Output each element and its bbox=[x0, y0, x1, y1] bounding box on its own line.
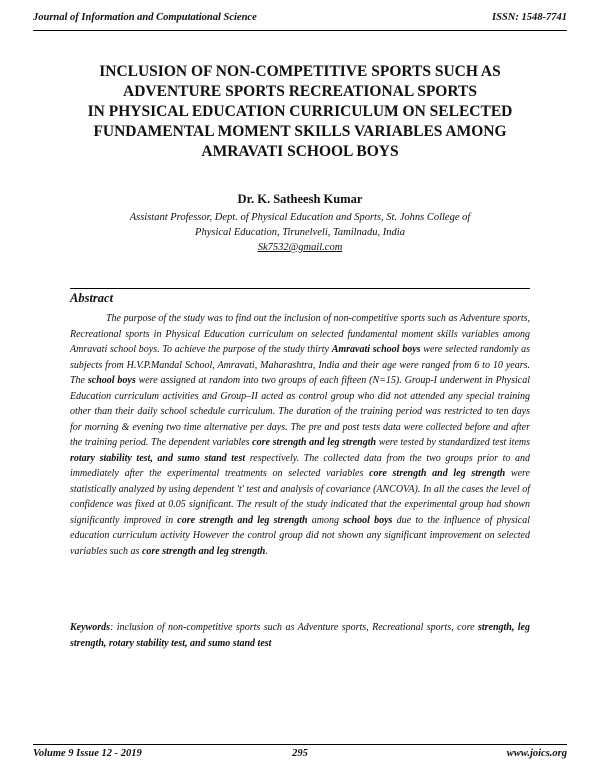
text-segment: : inclusion of non-competitive sports such as Adventure sports, Recreational sports, core bbox=[110, 622, 478, 633]
emphasized-term: school boys bbox=[343, 514, 393, 526]
title-line: INCLUSION OF NON-COMPETITIVE SPORTS SUCH AS bbox=[99, 63, 501, 80]
emphasized-term: core strength and leg strength bbox=[369, 468, 506, 479]
paper-title bbox=[40, 62, 560, 162]
title-line: IN PHYSICAL EDUCATION CURRICULUM ON SELECTED bbox=[87, 103, 513, 120]
keywords-text bbox=[70, 622, 530, 649]
footer-rule bbox=[33, 744, 567, 745]
emphasized-term: Amravati school boys bbox=[331, 344, 421, 355]
emphasized-term: core strength and leg strength bbox=[177, 514, 308, 526]
text-segment: were assigned at random into two groups of each fifteen (N=15). Group-I underwent in Physical Education curriculum activities and Group–II acted as control group who did not attended any special training other than their daily school schedule curriculum. The duration of the training period was restricted to ten days for morning & evening two time alternative per days. The pre and post tests data were collected before and after the training period. The dependent variables bbox=[70, 375, 530, 448]
affiliation-line: Assistant Professor, Dept. of Physical Education and Sports, St. Johns College of bbox=[129, 212, 471, 223]
page-number: 295 bbox=[292, 748, 308, 759]
title-line: ADVENTURE SPORTS RECREATIONAL SPORTS bbox=[123, 83, 477, 100]
text-segment: The purpose of the study was to find out the inclusion of non-competitive sports such as Adventure sports, Recreational sports in Physical Education curriculum on selected fundamental moment skills variables among Amravati school boys. To achieve the purpose of the study thirty bbox=[70, 313, 530, 355]
journal-website-link[interactable]: www.joics.org bbox=[506, 748, 567, 759]
title-line: FUNDAMENTAL MOMENT SKILLS VARIABLES AMONG bbox=[93, 123, 507, 140]
emphasized-term: rotary stability test, and sumo stand test bbox=[70, 452, 246, 464]
volume-issue: Volume 9 Issue 12 - 2019 bbox=[33, 748, 142, 759]
emphasized-term: core strength and leg strength bbox=[252, 437, 377, 448]
author-email-link[interactable]: Sk7532@gmail.com bbox=[257, 242, 343, 253]
affiliation-line: Physical Education, Tirunelveli, Tamilnadu, India bbox=[195, 227, 405, 238]
author-name: Dr. K. Satheesh Kumar bbox=[237, 192, 363, 206]
keywords-label: Keywords bbox=[70, 622, 110, 633]
author-affiliation bbox=[40, 210, 560, 255]
abstract-paragraph bbox=[70, 311, 530, 559]
emphasized-term: core strength and leg strength bbox=[141, 545, 266, 557]
emphasized-term: strength, leg strength, rotary stability test, and sumo stand test bbox=[70, 622, 531, 649]
journal-name: Journal of Information and Computational Science bbox=[33, 12, 257, 23]
text-segment: respectively. The collected data from the two groups prior to and immediately after the experimental treatments on selected variables bbox=[70, 452, 530, 479]
text-segment: . bbox=[265, 545, 268, 557]
text-segment: were statistically analyzed by using dependent 't' test and analysis of covariance (ANCOVA). In all the cases the level of confidence was fixed at 0.05 significant. The result of the study indicated that the experimental group had shown significantly improved in bbox=[70, 468, 530, 526]
text-segment: were tested by standardized test items bbox=[376, 437, 530, 448]
title-line: AMRAVATI SCHOOL BOYS bbox=[201, 143, 399, 160]
abstract-body bbox=[70, 311, 530, 559]
text-segment: among bbox=[307, 514, 344, 526]
text-segment: were selected randomly as subjects from H.V.P.Mandal School, Amravati, Maharashtra, India and their age were ranged from 6 to 10 years. The bbox=[70, 344, 530, 386]
abstract-rule bbox=[70, 288, 530, 289]
abstract-heading: Abstract bbox=[70, 291, 114, 305]
text-segment: due to the influence of physical education curriculum activity However the control group did not shown any significant improvement on selected variables such as bbox=[70, 514, 530, 557]
keywords bbox=[70, 620, 530, 651]
issn: ISSN: 1548-7741 bbox=[492, 12, 567, 23]
header-rule bbox=[33, 30, 567, 31]
emphasized-term: school boys bbox=[87, 375, 136, 386]
